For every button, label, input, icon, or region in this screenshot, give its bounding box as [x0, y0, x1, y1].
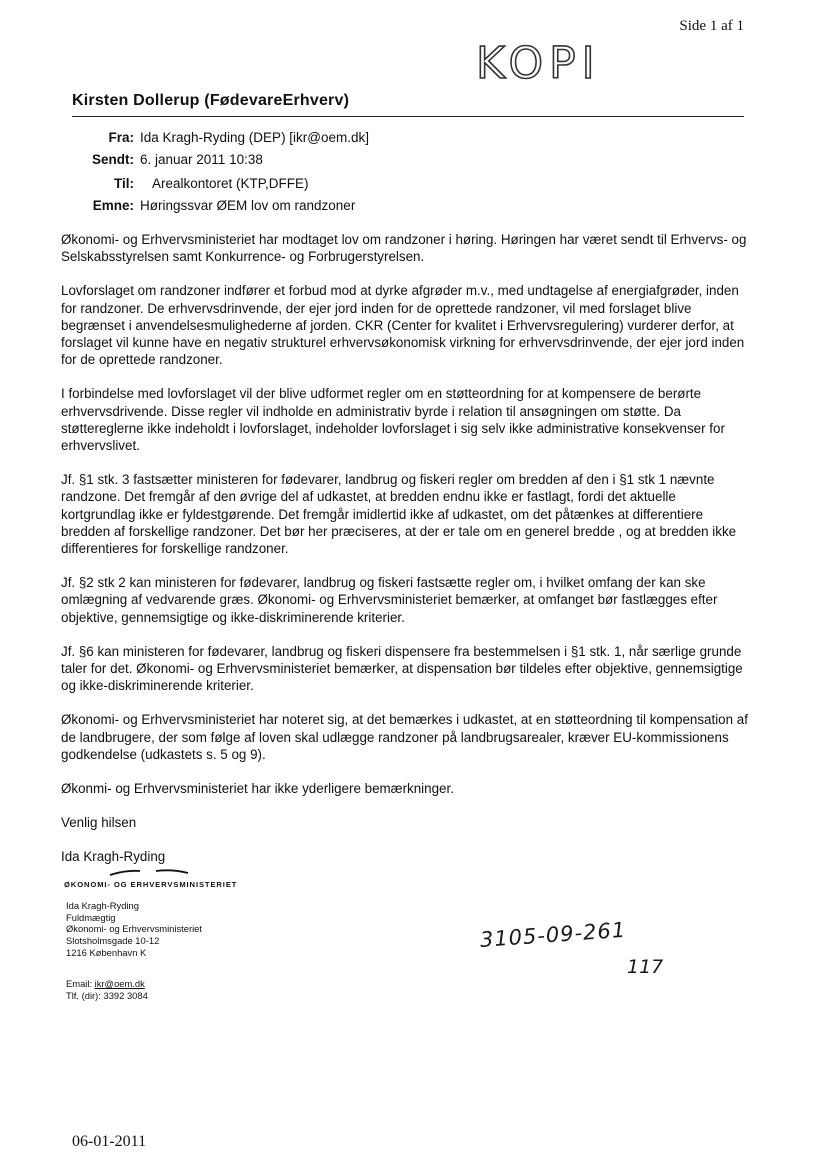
- ministry-logo-strokes: [64, 868, 204, 878]
- body-paragraph: Økonomi- og Erhvervsministeriet har noteret sig, at det bemærkes i udkastet, at en støtteordning til kompensation af de landbrugere, der som følge af loven skal udlægge randzoner på landbrugsarealer, kræver EU-kommissionens godkendelse (udkastets s. 5 og 9).: [61, 712, 748, 762]
- kopi-stamp: [474, 34, 614, 84]
- header-from-label: Fra:: [108, 130, 134, 145]
- footer-date: 06-01-2011: [72, 1133, 147, 1150]
- header-sent-label: Sendt:: [92, 152, 134, 167]
- signature-city: 1216 København K: [66, 946, 147, 958]
- signature-org: Økonomi- og Erhvervsministeriet: [66, 923, 202, 935]
- signature-street: Slotsholmsgade 10-12: [66, 935, 160, 947]
- signature-block: [66, 900, 202, 959]
- sender-name: Kirsten Dollerup (FødevareErhverv): [72, 92, 350, 109]
- signature-phone: Tlf. (dir): 3392 3084: [66, 989, 148, 1001]
- signature-contact: [66, 978, 148, 1001]
- handwritten-case-number: 3105-09-261: [479, 917, 627, 952]
- header-subject-label: Emne:: [92, 198, 134, 213]
- kopi-stamp-text: KOPI: [476, 38, 601, 84]
- body-paragraph: Økonmi- og Erhvervsministeriet har ikke yderligere bemærkninger.: [61, 781, 454, 797]
- header-from-value: Ida Kragh-Ryding (DEP) [ikr@oem.dk]: [140, 130, 370, 145]
- header-to-label: Til:: [114, 176, 134, 191]
- body-paragraph: I forbindelse med lovforslaget vil der blive udformet regler om en støtteordning for at kompensere de berørte erhvervsdrivende. Disse regler vil indholde en administrativ byrde i relation til ansøgningen om støtte. Da støttereglerne ikke indeholdt i lovforslaget, indeholder lovforslaget i sig selv ikke administrative konsekvenser for erhvervslivet.: [61, 386, 725, 454]
- header-from: [72, 128, 369, 148]
- body-paragraph: Økonomi- og Erhvervsministeriet har modtaget lov om randzoner i høring. Høringen har været sendt til Erhvervs- og Selskabsstyrelsen samt Konkurrence- og Forbrugerstyrelsen.: [61, 232, 747, 265]
- header-to: [72, 174, 309, 194]
- header-sent-value: 6. januar 2011 10:38: [140, 152, 263, 167]
- page-label: Side 1 af 1: [679, 18, 744, 34]
- body-paragraph: Jf. §2 stk 2 kan ministeren for fødevarer, landbrug og fiskeri fastsætte regler om, i hvilket omfang der kan ske omlægning af vedvarende græs. Økonomi- og Erhvervsministeriet bemærker, at omfanget bør fastlægges efter objektive, gennemsigtige og ikke-diskriminerende kriterier.: [61, 575, 718, 625]
- header-subject-value: Høringssvar ØEM lov om randzoner: [140, 198, 356, 213]
- header-subject: [72, 196, 355, 216]
- handwritten-number: 117: [627, 956, 664, 978]
- body-paragraph: Lovforslaget om randzoner indfører et forbud mod at dyrke afgrøder m.v., med undtagelse af energiafgrøder, inden for randzoner. De erhvervsdrinvende, der ejer jord inden for de oprettede randzoner, vil med forslaget blive begrænset i anvendelsesmulighederne af jorden. CKR (Center for kvalitet i Erhvervsregulering) vurderer derfor, at forslaget vil kunne have en negativ strukturel erhvervsøkonomisk virkning for erhvervsdrinvende, der ejer jord inden for de oprettede randzoner.: [61, 283, 745, 368]
- header-divider: [72, 116, 744, 117]
- signature-email-link[interactable]: ikr@oem.dk: [94, 978, 145, 989]
- body-paragraph: Jf. §1 stk. 3 fastsætter ministeren for fødevarer, landbrug og fiskeri regler om bredden af den i §1 stk 1 nævnte randzone. Det fremgår af den øvrige del af udkastet, at bredden endnu ikke er fastlagt, fordi det aktuelle kortgrundlag ikke er fyldestgørende. Det fremgår imidlertid ikke af udkastet, om det påtænkes at differentiere bredden af forskellige randzoner. Det bør her præciseres, at der er tale om en generel bredde , og at bredden ikke differentieres for forskellige randzoner.: [61, 472, 737, 557]
- signature-name: Ida Kragh-Ryding: [66, 900, 139, 911]
- letter-body: [61, 231, 751, 883]
- signature-title: Fuldmægtig: [66, 911, 116, 923]
- closing-name: Ida Kragh-Ryding: [61, 849, 166, 865]
- ministry-name: ØKONOMI- OG ERHVERVSMINISTERIET: [64, 880, 238, 889]
- header-sent: [72, 150, 263, 170]
- body-paragraph: Jf. §6 kan ministeren for fødevarer, landbrug og fiskeri dispensere fra bestemmelsen i §1 stk. 1, når særlige grunde taler for det. Økonomi- og Erhvervsministeriet bemærker, at dispensation bør tildeles efter objektive, gennemsigtige og ikke-diskriminerende kriterier.: [61, 643, 743, 694]
- ministry-logo: [64, 868, 237, 889]
- header-to-value: Arealkontoret (KTP,DFFE): [152, 176, 309, 191]
- signature-email-line: [66, 978, 148, 990]
- signature-email-label: Email:: [66, 978, 93, 989]
- closing-greeting: Venlig hilsen: [61, 815, 137, 831]
